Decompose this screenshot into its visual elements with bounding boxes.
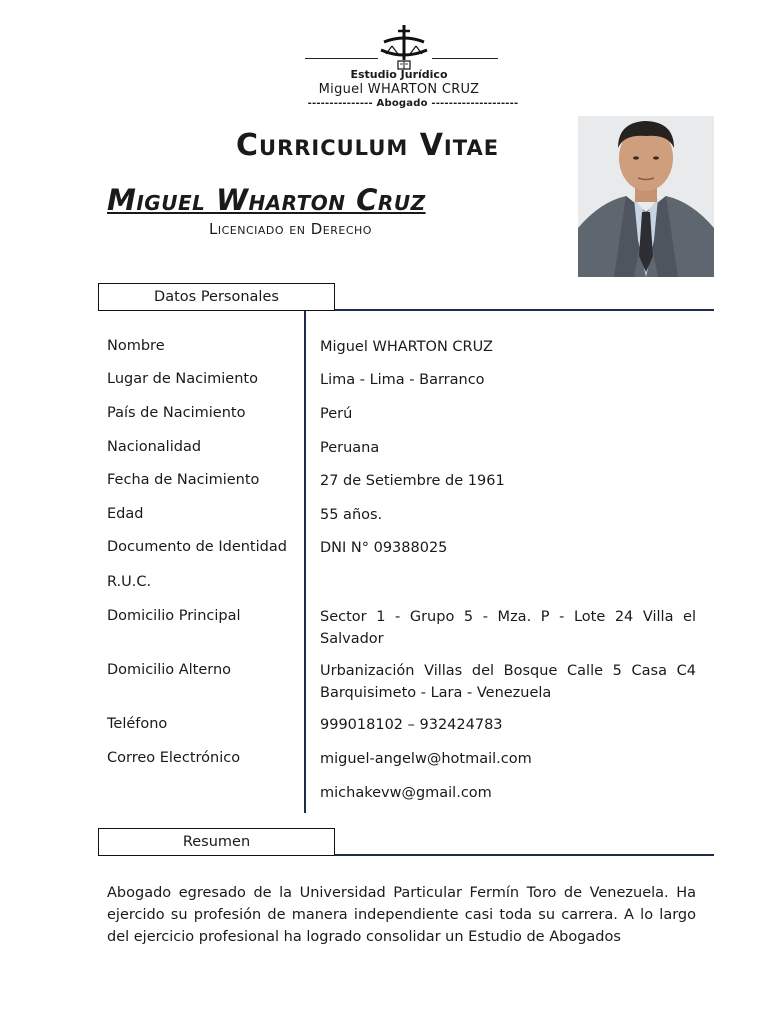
label-nombre: Nombre	[107, 338, 165, 354]
value-documento-identidad: DNI N° 09388025	[320, 540, 448, 556]
label-telefono: Teléfono	[107, 716, 168, 732]
label-edad: Edad	[107, 506, 144, 522]
value-pais-nacimiento: Perú	[320, 406, 353, 422]
label-nacionalidad: Nacionalidad	[107, 439, 202, 455]
label-fecha-nacimiento: Fecha de Nacimiento	[107, 472, 260, 488]
label-documento-identidad: Documento de Identidad	[107, 539, 287, 555]
value-nombre: Miguel WHARTON CRUZ	[320, 339, 493, 355]
label-correo: Correo Electrónico	[107, 750, 241, 766]
column-divider	[304, 311, 306, 813]
letterhead-profession-line: --------------- Abogado --------------------	[307, 98, 519, 109]
candidate-profession: Licenciado en Derecho	[209, 220, 372, 238]
label-pais-nacimiento: País de Nacimiento	[107, 405, 246, 421]
letterhead-lawyer-name: Miguel WHARTON CRUZ	[318, 82, 480, 97]
value-edad: 55 años.	[320, 507, 383, 523]
scales-of-justice-icon	[378, 24, 430, 72]
label-domicilio-principal: Domicilio Principal	[107, 608, 241, 624]
letterhead-rule-right	[432, 58, 498, 59]
document-title: Curriculum Vitae	[236, 128, 500, 163]
firm-name: Estudio Jurídico	[350, 68, 448, 81]
value-domicilio-alterno: Urbanización Villas del Bosque Calle 5 Casa C4 Barquisimeto - Lara - Venezuela	[320, 663, 696, 701]
candidate-name: Miguel Wharton Cruz	[107, 183, 426, 217]
section-summary-header: Resumen	[98, 828, 335, 856]
letterhead-rule-left	[305, 58, 378, 59]
portrait-image	[578, 116, 714, 277]
section-personal-data-header: Datos Personales	[98, 283, 335, 311]
section-summary-rule	[335, 854, 714, 856]
value-fecha-nacimiento: 27 de Setiembre de 1961	[320, 473, 505, 489]
value-domicilio-principal: Sector 1 - Grupo 5 - Mza. P - Lote 24 Villa el Salvador	[320, 609, 696, 647]
label-domicilio-alterno: Domicilio Alterno	[107, 662, 232, 678]
summary-paragraph: Abogado egresado de la Universidad Particular Fermín Toro de Venezuela. Ha ejercido su profesión de manera independiente casi toda su carrera. A lo largo del ejercicio profesional ha logrado consolidar un Estudio de Abogados	[107, 885, 696, 945]
value-telefono: 999018102 – 932424783	[320, 717, 503, 733]
label-lugar-nacimiento: Lugar de Nacimiento	[107, 371, 258, 387]
value-correo-1: miguel-angelw@hotmail.com	[320, 751, 532, 767]
section-personal-rule	[335, 309, 714, 311]
value-correo-2: michakevw@gmail.com	[320, 785, 492, 801]
profile-photo	[578, 116, 714, 277]
value-nacionalidad: Peruana	[320, 440, 380, 456]
value-lugar-nacimiento: Lima - Lima - Barranco	[320, 372, 485, 388]
label-ruc: R.U.C.	[107, 574, 152, 590]
